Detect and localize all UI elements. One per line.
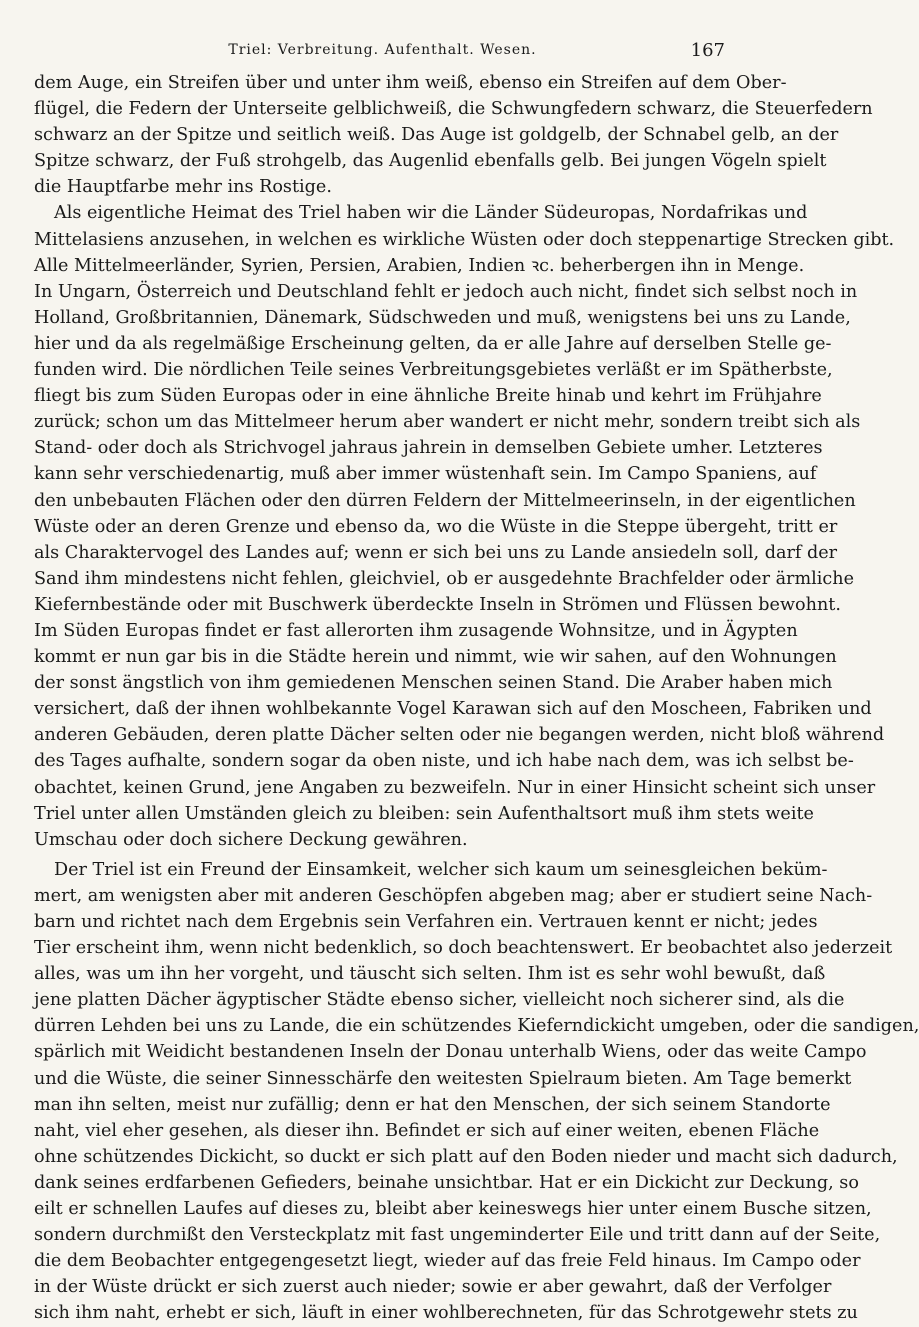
text-line: die Hauptfarbe mehr ins Rostige.: [34, 177, 332, 198]
text-line: kommt er nun gar bis in die Städte herein und nimmt, wie wir sahen, auf den Wohnungen: [34, 647, 837, 668]
text-line: den unbebauten Flächen oder den dürren Feldern der Mittelmeerinseln, in der eigentlichen: [34, 490, 856, 511]
body-text: [34, 70, 919, 1327]
text-line: Im Süden Europas findet er fast allerorten ihm zusagende Wohnsitze, und in Ägypten: [34, 620, 798, 641]
text-line: dem Auge, ein Streifen über und unter ihm weiß, ebenso ein Streifen auf dem Ober-: [34, 73, 787, 93]
page-number: 167: [690, 40, 725, 61]
text-line: Mittelasiens anzusehen, in welchen es wirkliche Wüsten oder doch steppenartige Strecken gibt.: [34, 229, 895, 250]
text-line: Kiefernbestände oder mit Buschwerk überdeckte Inseln in Strömen und Flüssen bewohnt.: [34, 594, 841, 615]
paragraph: [34, 200, 895, 852]
text-line: sich ihm naht, erhebt er sich, läuft in einer wohlberechneten, für das Schrotgewehr stets zu: [34, 1303, 858, 1324]
text-line: hier und da als regelmäßige Erscheinung gelten, da er alle Jahre auf derselben Stelle ge-: [34, 333, 832, 354]
paragraph: [34, 857, 919, 1327]
text-line: Als eigentliche Heimat des Triel haben wir die Länder Südeuropas, Nordafrikas und: [54, 203, 808, 224]
text-line: dürren Lehden bei uns zu Lande, die ein schützendes Kieferndickicht umgeben, oder die sandigen,: [34, 1016, 919, 1037]
text-line: Spitze schwarz, der Fuß strohgelb, das Augenlid ebenfalls gelb. Bei jungen Vögeln spielt: [34, 151, 827, 172]
text-line: kann sehr verschiedenartig, muß aber immer wüstenhaft sein. Im Campo Spaniens, auf: [34, 464, 817, 485]
text-line: schwarz an der Spitze und seitlich weiß. Das Auge ist goldgelb, der Schnabel gelb, an der: [34, 125, 839, 146]
running-title: Triel: Verbreitung. Aufenthalt. Wesen.: [228, 42, 537, 58]
text-line: mert, am wenigsten aber mit anderen Geschöpfen abgeben mag; aber er studiert seine Nach-: [34, 885, 873, 906]
text-line: sondern durchmißt den Versteckplatz mit fast ungeminderter Eile und tritt dann auf der Seite,: [34, 1225, 881, 1246]
text-line: zurück; schon um das Mittelmeer herum aber wandert er nicht mehr, sondern treibt sich als: [34, 412, 861, 433]
text-line: alles, was um ihn her vorgeht, und täuscht sich selten. Ihm ist es sehr wohl bewußt, daß: [34, 964, 826, 985]
text-line: jene platten Dächer ägyptischer Städte ebenso sicher, vielleicht noch sicherer sind, als die: [34, 990, 845, 1011]
text-line: flügel, die Federn der Unterseite gelblichweiß, die Schwungfedern schwarz, die Steuerfedern: [34, 99, 873, 120]
text-line: versichert, daß der ihnen wohlbekannte Vogel Karawan sich auf den Moscheen, Fabriken und: [34, 699, 872, 720]
text-line: funden wird. Die nördlichen Teile seines Verbreitungsgebietes verläßt er im Spätherbste,: [34, 360, 833, 381]
text-line: und die Wüste, die seiner Sinnesschärfe den weitesten Spielraum bieten. Am Tage bemerkt: [34, 1068, 852, 1089]
text-line: Umschau oder doch sichere Deckung gewähren.: [34, 829, 468, 850]
text-line: in der Wüste drückt er sich zuerst auch nieder; sowie er aber gewahrt, daß der Verfolger: [34, 1277, 832, 1298]
text-line: Holland, Großbritannien, Dänemark, Südschweden und muß, wenigstens bei uns zu Lande,: [34, 307, 851, 328]
text-line: naht, viel eher gesehen, als dieser ihn. Befindet er sich auf einer weiten, ebenen Fläche: [34, 1120, 820, 1141]
text-line: Tier erscheint ihm, wenn nicht bedenklich, so doch beachtenswert. Er beobachtet also jederzeit: [34, 938, 893, 959]
text-line: die dem Beobachter entgegengesetzt liegt, wieder auf das freie Feld hinaus. Im Campo oder: [34, 1251, 861, 1272]
text-line: spärlich mit Weidicht bestandenen Inseln der Donau unterhalb Wiens, oder das weite Campo: [34, 1042, 867, 1063]
text-line: Alle Mittelmeerländer, Syrien, Persien, Arabien, Indien ꝛc. beherbergen ihn in Menge.: [34, 255, 805, 276]
text-line: In Ungarn, Österreich und Deutschland fehlt er jedoch auch nicht, findet sich selbst noch in: [34, 281, 858, 302]
text-line: dank seines erdfarbenen Gefieders, beinahe unsichtbar. Hat er ein Dickicht zur Deckung, so: [34, 1172, 859, 1193]
text-line: man ihn selten, meist nur zufällig; denn er hat den Menschen, der sich seinem Standorte: [34, 1094, 831, 1115]
text-line: barn und richtet nach dem Ergebnis sein Verfahren ein. Vertrauen kennt er nicht; jedes: [34, 912, 818, 932]
text-line: als Charaktervogel des Landes auf; wenn er sich bei uns zu Lande ansiedeln soll, darf der: [34, 542, 838, 563]
text-line: ohne schützendes Dickicht, so duckt er sich platt auf den Boden nieder und macht sich dadurch,: [34, 1146, 898, 1167]
text-line: Triel unter allen Umständen gleich zu bleiben: sein Aufenthaltsort muß ihm stets weite: [34, 803, 814, 824]
text-line: Der Triel ist ein Freund der Einsamkeit, welcher sich kaum um seinesgleichen beküm-: [54, 859, 828, 880]
text-line: fliegt bis zum Süden Europas oder in eine ähnliche Breite hinab und kehrt im Frühjahre: [34, 386, 822, 407]
text-line: Stand- oder doch als Strichvogel jahraus jahrein in demselben Gebiete umher. Letzteres: [34, 438, 823, 459]
text-line: der sonst ängstlich von ihm gemiedenen Menschen seinen Stand. Die Araber haben mich: [34, 673, 833, 694]
text-line: eilt er schnellen Laufes auf dieses zu, bleibt aber keineswegs hier unter einem Busche sitzen,: [34, 1199, 872, 1220]
paragraph: [34, 70, 873, 200]
text-line: obachtet, keinen Grund, jene Angaben zu bezweifeln. Nur in einer Hinsicht scheint sich unser: [34, 777, 876, 798]
text-line: anderen Gebäuden, deren platte Dächer selten oder nie begangen werden, nicht bloß während: [34, 725, 885, 746]
text-line: des Tages aufhalte, sondern sogar da oben niste, und ich habe nach dem, was ich selbst be-: [34, 751, 854, 772]
text-line: Wüste oder an deren Grenze und ebenso da, wo die Wüste in die Steppe übergeht, tritt er: [34, 516, 838, 537]
running-head: [34, 40, 731, 62]
text-line: Sand ihm mindestens nicht fehlen, gleichviel, ob er ausgedehnte Brachfelder oder ärmliche: [34, 568, 854, 589]
